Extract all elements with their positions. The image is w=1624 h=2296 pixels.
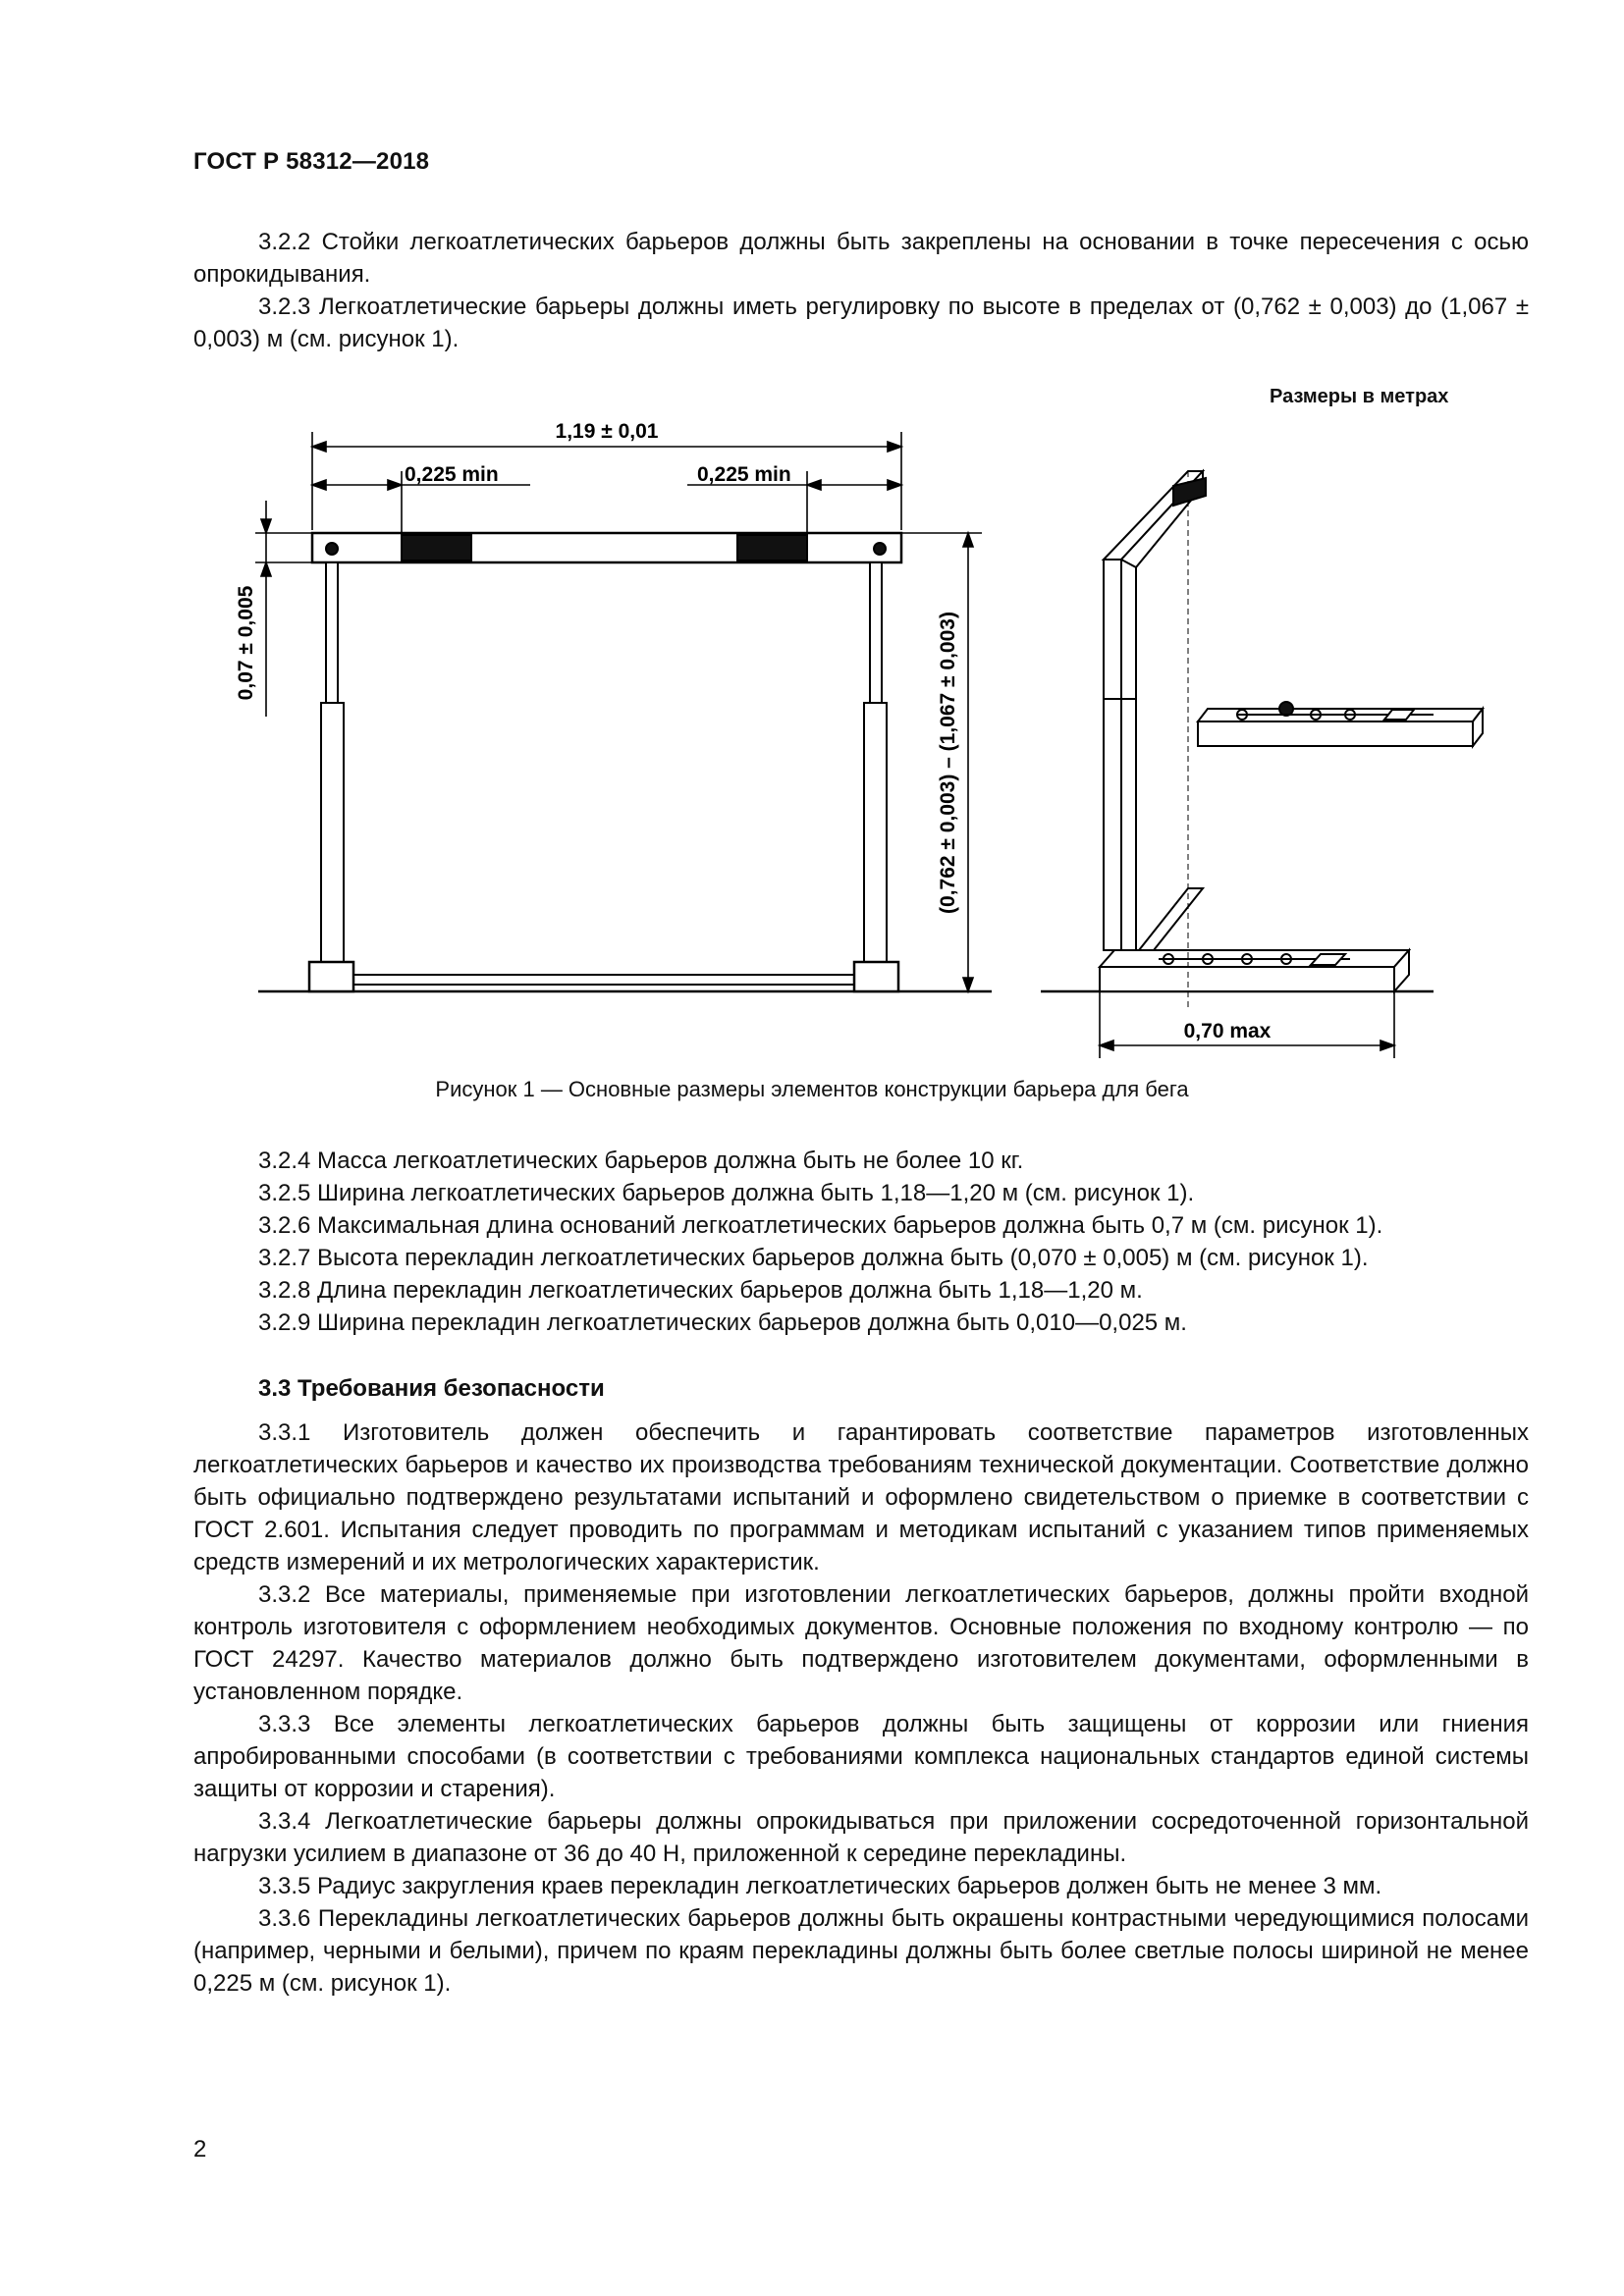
- front-view: [258, 533, 992, 991]
- mid-bar-front: [1198, 721, 1473, 746]
- units-note: Размеры в метрах: [1270, 386, 1449, 407]
- paragraph: 3.3.3 Все элементы легкоатлетических барьеров должны быть защищены от коррозии или гниения апробированными способами (в соответствии с требованиями комплекса национальных стандартов единой системы защиты от коррозии и старения).: [193, 1711, 1529, 1802]
- dim-base-length-label: 0,70 max: [1183, 1020, 1272, 1042]
- document-header: ГОСТ Р 58312—2018: [193, 148, 430, 175]
- paragraph: 3.2.3 Легкоатлетические барьеры должны иметь регулировку по высоте в пределах от (0,762 ± 0,003) до (1,067 ± 0,003) м (см. рисунок 1).: [193, 294, 1529, 352]
- post-upper-left: [326, 562, 338, 703]
- dim-width-label: 1,19 ± 0,01: [555, 420, 659, 443]
- dim-stripe-left-label: 0,225 min: [405, 463, 499, 486]
- side-post-front: [1121, 560, 1136, 950]
- list-item: 3.2.9 Ширина перекладин легкоатлетических барьеров должна быть 0,010—0,025 м.: [258, 1309, 1187, 1336]
- list-item: 3.2.4 Масса легкоатлетических барьеров должна быть не более 10 кг.: [258, 1148, 1024, 1174]
- section-title: 3.3 Требования безопасности: [258, 1375, 605, 1402]
- brace-lower: [1139, 888, 1203, 950]
- paragraph: 3.2.2 Стойки легкоатлетических барьеров должны быть закреплены на основании в точке пересечения с осью опрокидывания.: [193, 229, 1529, 288]
- list-item: 3.2.7 Высота перекладин легкоатлетических барьеров должна быть (0,070 ± 0,005) м (см. рисунок 1).: [258, 1245, 1369, 1271]
- dim-total-height-label: (0,762 ± 0,003) – (1,067 ± 0,003): [937, 612, 959, 914]
- paragraph: 3.3.5 Радиус закругления краев перекладин легкоатлетических барьеров должен быть не менее 3 мм.: [258, 1873, 1382, 1899]
- side-view: [1041, 471, 1483, 1011]
- base-front: [1100, 967, 1394, 991]
- requirements-list: [193, 1145, 1529, 1339]
- list-item: 3.2.8 Длина перекладин легкоатлетических барьеров должна быть 1,18—1,20 м.: [258, 1277, 1143, 1304]
- bolt: [326, 543, 338, 555]
- post-upper-right: [870, 562, 882, 703]
- post-lower-right: [864, 703, 887, 962]
- dim-bar-height-label: 0,07 ± 0,005: [235, 585, 257, 701]
- hurdle-figure: [0, 0, 1624, 1080]
- post-lower-left: [321, 703, 344, 962]
- dim-stripe-right-label: 0,225 min: [697, 463, 791, 486]
- foot-right: [854, 962, 898, 991]
- stripe-left: [402, 535, 471, 561]
- bolt: [874, 543, 886, 555]
- safety-section: [193, 1372, 1529, 2000]
- list-item: 3.2.6 Максимальная длина оснований легкоатлетических барьеров должна быть 0,7 м (см. рисунок 1).: [258, 1212, 1383, 1239]
- paragraph: 3.3.6 Перекладины легкоатлетических барьеров должны быть окрашены контрастными чередующимися полосами (например, черными и белыми), причем по краям перекладины должны быть более светлые полосы шириной не менее 0,225 м (см. рисунок 1).: [193, 1905, 1529, 1997]
- figure-caption: Рисунок 1 — Основные размеры элементов конструкции барьера для бега: [435, 1077, 1189, 1101]
- paragraph: 3.3.1 Изготовитель должен обеспечить и гарантировать соответствие параметров изготовленных легкоатлетических барьеров и качество их производства требованиям технической документации. Соответствие должно быть официально подтверждено результатами испытаний и оформлено свидетельством о приемке в соответствии с ГОСТ 2.601. Испытания следует проводить по программам и методикам испытаний с указанием типов применяемых средств измерений и их метрологических характеристик.: [193, 1419, 1529, 1575]
- side-post-lower: [1104, 560, 1121, 950]
- list-item: 3.2.5 Ширина легкоатлетических барьеров должна быть 1,18—1,20 м (см. рисунок 1).: [258, 1180, 1195, 1206]
- stripe-right: [737, 535, 807, 561]
- page-number: 2: [193, 2136, 207, 2163]
- paragraph: 3.3.4 Легкоатлетические барьеры должны опрокидываться при приложении сосредоточенной горизонтальной нагрузки усилием в диапазоне от 36 до 40 Н, приложенной к середине перекладины.: [193, 1808, 1529, 1867]
- paragraph: 3.3.2 Все материалы, применяемые при изготовлении легкоатлетических барьеров, должны пройти входной контроль изготовителя с оформлением необходимых документов. Основные положения по входному контролю — по ГОСТ 24297. Качество материалов должно быть подтверждено изготовителем документами, оформленными в установленном порядке.: [193, 1581, 1529, 1705]
- foot-left: [309, 962, 353, 991]
